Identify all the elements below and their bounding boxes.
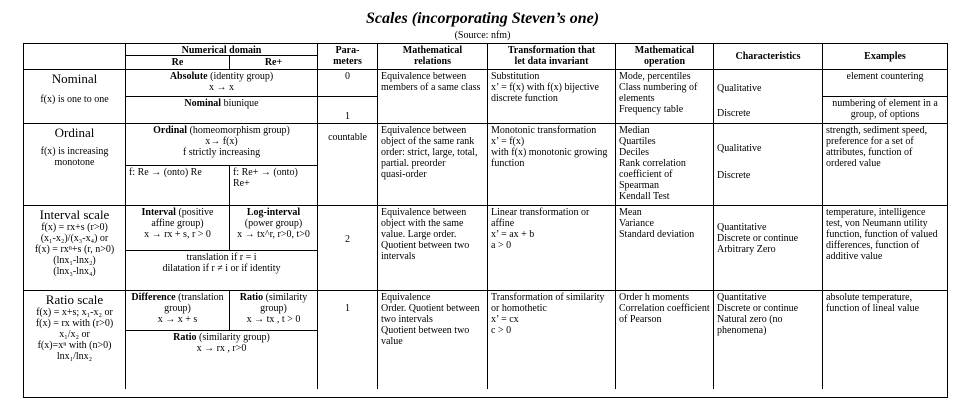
ordinal-domain (126, 124, 318, 166)
nominal-domain-biunique (126, 97, 318, 124)
ratio-re-plus (230, 291, 318, 331)
nominal-relations: Equivalence between members of a same class (378, 70, 488, 124)
domain-name: Nominal (184, 98, 222, 109)
ratio-domain-2 (126, 331, 318, 389)
scale-name: Ordinal (54, 125, 95, 140)
scale-name: Ratio scale (45, 292, 104, 307)
header-math-operation: Mathematical operation (616, 44, 714, 70)
scales-table (23, 43, 948, 398)
interval-relations: Equivalence between object with the same value. Large order. Quotient between two intervals (378, 206, 488, 291)
ratio-operation: Order h moments Correlation coefficient of Pearson (616, 291, 714, 389)
characteristic: Discrete (717, 108, 751, 119)
nominal-characteristics (714, 70, 823, 124)
header-blank (24, 44, 126, 70)
ratio-examples: absolute temperature, function of lineal value (826, 292, 920, 314)
interval-re-plus (230, 206, 318, 251)
header-math-relations: Mathematical relations (378, 44, 488, 70)
domain-name: Ratio (239, 292, 264, 303)
nominal-param-2: 1 (318, 97, 378, 124)
interval-transformation: Linear transformation or affine x’ = ax + b a > 0 (488, 206, 616, 291)
header-transformation: Transformation that let data invariant (488, 44, 616, 70)
page-title: Scales (incorporating Steven’s one) (365, 10, 600, 27)
interval-operation: Mean Variance Standard deviation (616, 206, 714, 291)
domain-name: Log-interval (246, 207, 301, 218)
interval-characteristics: Quantitative Discrete or continue Arbitrary Zero (714, 206, 823, 291)
domain-detail: (power group) x → tx^r, r>0, t>0 (237, 218, 310, 240)
ordinal-relations: Equivalence between object of the same rank order: strict, large, total, partial. preorder quasi-order (378, 124, 488, 206)
interval-re (126, 206, 230, 251)
domain-name: Difference (131, 292, 176, 303)
ordinal-transformation: Monotonic transformation x’ = f(x) with f(x) monotonic growing function (488, 124, 616, 206)
source-note: (Source: nfm) (454, 30, 511, 41)
row-interval-label (24, 206, 126, 291)
ordinal-characteristics (714, 124, 823, 206)
row-ratio-label (24, 291, 126, 389)
header-characteristics: Characteristics (714, 44, 823, 70)
domain-name: Interval (141, 207, 176, 218)
scale-name: Nominal (51, 71, 98, 86)
header-parameters: Para- meters (318, 44, 378, 70)
row-nominal-label (24, 70, 126, 124)
row-ordinal-label (24, 124, 126, 206)
interval-param: 2 (318, 206, 378, 291)
domain-detail: (positive affine group) x → rx + s, r > 0 (144, 207, 214, 240)
nominal-domain-absolute (126, 70, 318, 97)
interval-examples: temperature, intelligence test, von Neumann utility function, function of valued differences, function of additive value (823, 206, 947, 291)
nominal-param-1: 0 (318, 70, 378, 97)
ordinal-re: f: Re → (onto) Re (126, 166, 230, 206)
ratio-param: 1 (318, 291, 378, 389)
nominal-example-2: numbering of element in a group, of options (823, 97, 947, 124)
characteristic: Qualitative (717, 143, 762, 154)
characteristic: Qualitative (717, 83, 762, 94)
nominal-transformation: Substitution x’ = f(x) with f(x) bijective discrete function (488, 70, 616, 124)
ordinal-examples: strength, sediment speed, preference for a set of attributes, function of ordered value (823, 124, 947, 206)
domain-detail: (similarity group) x → rx , r>0 (196, 332, 270, 354)
domain-detail: (similarity group) x → tx , t > 0 (246, 292, 308, 325)
ordinal-param: countable (318, 124, 378, 206)
ratio-transformation: Transformation of similarity or homothetic x’ = cx c > 0 (488, 291, 616, 389)
ordinal-operation: Median Quartiles Deciles Rank correlation coefficient of Spearman Kendall Test (616, 124, 714, 206)
ratio-re (126, 291, 230, 331)
ordinal-re-plus: f: Re+ → (onto) Re+ (230, 166, 318, 206)
scale-description: f(x) = rx+s (r>0) (x₁-x₂)/(x₃-x₄) or f(x) = rxⁿ+s (r, n>0) (lnx₁-lnx₂) (lnx₃-lnx₄) (34, 222, 115, 277)
scale-description: f(x) = x+s; x₁-x₂ or f(x) = rx with (r>0) x₁/x₂ or f(x)=xⁿ with (n>0) lnx₁/lnx₂ (35, 307, 114, 362)
header-re: Re (126, 56, 230, 70)
domain-name: Ratio (173, 332, 197, 343)
characteristic: Discrete (717, 170, 751, 181)
domain-detail: (translation group) x → x + s (157, 292, 224, 325)
domain-detail: (identity group) x → x (209, 71, 274, 93)
header-re-plus: Re+ (230, 56, 318, 70)
domain-detail: (homeomorphism group) x→ f(x) f strictly increasing (182, 125, 290, 158)
nominal-example-1: element countering (823, 70, 947, 97)
ratio-relations: Equivalence Order. Quotient between two intervals Quotient between two value (378, 291, 488, 389)
nominal-operation: Mode, percentiles Class numbering of elements Frequency table (616, 70, 714, 124)
scale-description: f(x) is one to one (40, 94, 109, 105)
header-examples: Examples (823, 44, 947, 70)
domain-name: Ordinal (153, 125, 188, 136)
domain-detail: biunique (221, 98, 259, 109)
scale-name: Interval scale (39, 207, 110, 222)
scale-description: f(x) is increasing monotone (40, 146, 109, 168)
interval-note: translation if r = i dilatation if r ≠ i or if identity (126, 251, 318, 291)
header-numerical-domain: Numerical domain (126, 44, 318, 56)
ratio-characteristics: Quantitative Discrete or continue Natural zero (no phenomena) (714, 291, 823, 389)
domain-name: Absolute (169, 71, 208, 82)
